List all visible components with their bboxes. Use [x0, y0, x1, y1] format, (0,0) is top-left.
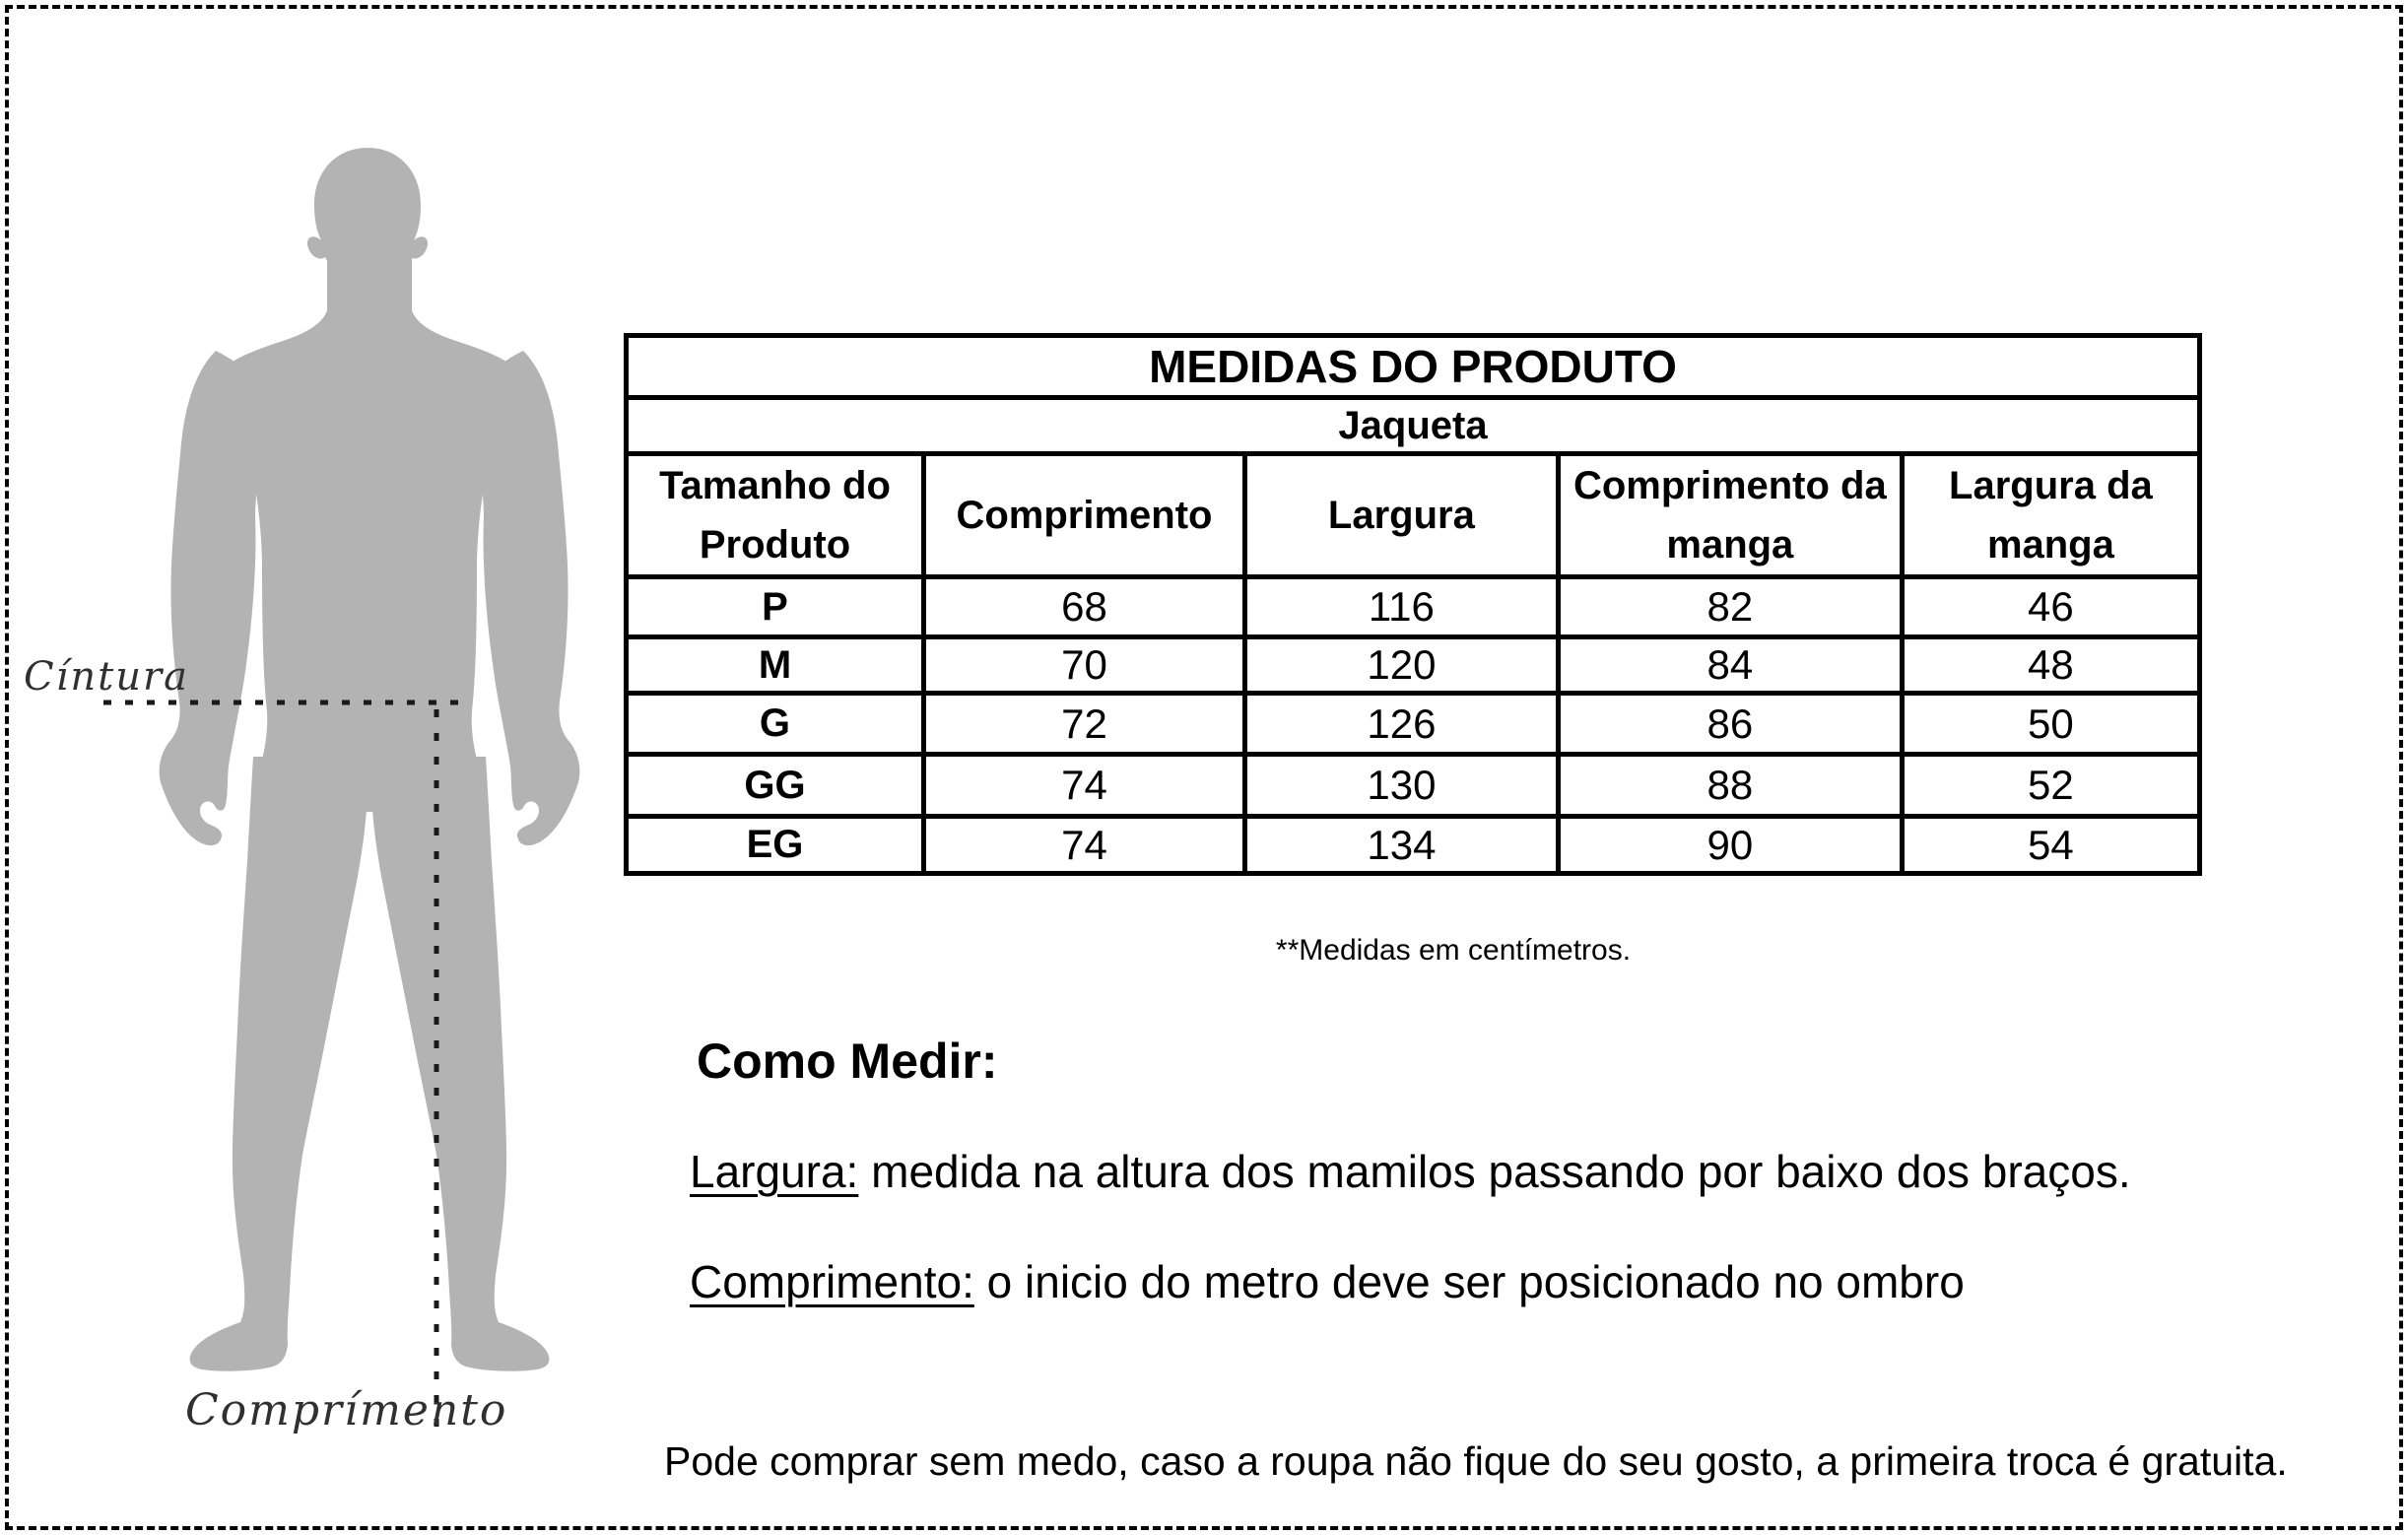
table-product-row [627, 398, 2200, 454]
body-silhouette-figure [20, 128, 611, 1448]
length-term: Comprimento: [690, 1256, 974, 1307]
value-cell: 82 [1558, 577, 1902, 637]
value-cell: 74 [923, 817, 1244, 874]
col-header-sleeve-width: Largura da manga [1902, 454, 2199, 577]
col-header-length: Comprimento [923, 454, 1244, 577]
col-header-size: Tamanho do Produto [627, 454, 924, 577]
value-cell: 134 [1244, 817, 1558, 874]
col-header-width: Largura [1244, 454, 1558, 577]
table-row-gg [627, 755, 2200, 817]
value-cell: 54 [1902, 817, 2199, 874]
table-title-row [627, 336, 2200, 398]
width-term: Largura: [690, 1146, 859, 1197]
table-row-eg [627, 817, 2200, 874]
silhouette-left-leg [190, 757, 368, 1371]
size-cell: GG [627, 755, 924, 817]
value-cell: 72 [923, 694, 1244, 755]
value-cell: 84 [1558, 637, 1902, 694]
product-measurements-table [624, 333, 2202, 876]
value-cell: 48 [1902, 637, 2199, 694]
waist-label: Cíntura [24, 654, 189, 700]
size-cell: P [627, 577, 924, 637]
value-cell: 70 [923, 637, 1244, 694]
value-cell: 90 [1558, 817, 1902, 874]
value-cell: 126 [1244, 694, 1558, 755]
width-description: medida na altura dos mamilos passando por baixo dos braços. [871, 1146, 2131, 1197]
value-cell: 120 [1244, 637, 1558, 694]
value-cell: 52 [1902, 755, 2199, 817]
table-row-g [627, 694, 2200, 755]
col-header-sleeve-length: Comprimento da manga [1558, 454, 1902, 577]
silhouette-right-leg [371, 757, 549, 1371]
value-cell: 68 [923, 577, 1244, 637]
how-to-measure-title: Como Medir: [697, 1034, 998, 1089]
units-note: **Medidas em centímetros. [1275, 934, 1632, 967]
value-cell: 86 [1558, 694, 1902, 755]
table-row-p [627, 577, 2200, 637]
table-title: MEDIDAS DO PRODUTO [627, 336, 2200, 398]
value-cell: 50 [1902, 694, 2199, 755]
exchange-policy-note: Pode comprar sem medo, caso a roupa não fique do seu gosto, a primeira troca é gratuita. [664, 1438, 2288, 1484]
body-silhouette [160, 148, 580, 1371]
size-cell: G [627, 694, 924, 755]
length-description: o inicio do metro deve ser posicionado no ombro [986, 1256, 1965, 1307]
value-cell: 130 [1244, 755, 1558, 817]
value-cell: 46 [1902, 577, 2199, 637]
value-cell: 88 [1558, 755, 1902, 817]
length-label: Comprímento [185, 1385, 508, 1435]
value-cell: 116 [1244, 577, 1558, 637]
width-instruction [690, 1145, 2131, 1198]
table-product-name: Jaqueta [627, 398, 2200, 454]
table-row-m [627, 637, 2200, 694]
size-cell: EG [627, 817, 924, 874]
size-cell: M [627, 637, 924, 694]
value-cell: 74 [923, 755, 1244, 817]
length-instruction [690, 1255, 1965, 1308]
table-header-row [627, 454, 2200, 577]
